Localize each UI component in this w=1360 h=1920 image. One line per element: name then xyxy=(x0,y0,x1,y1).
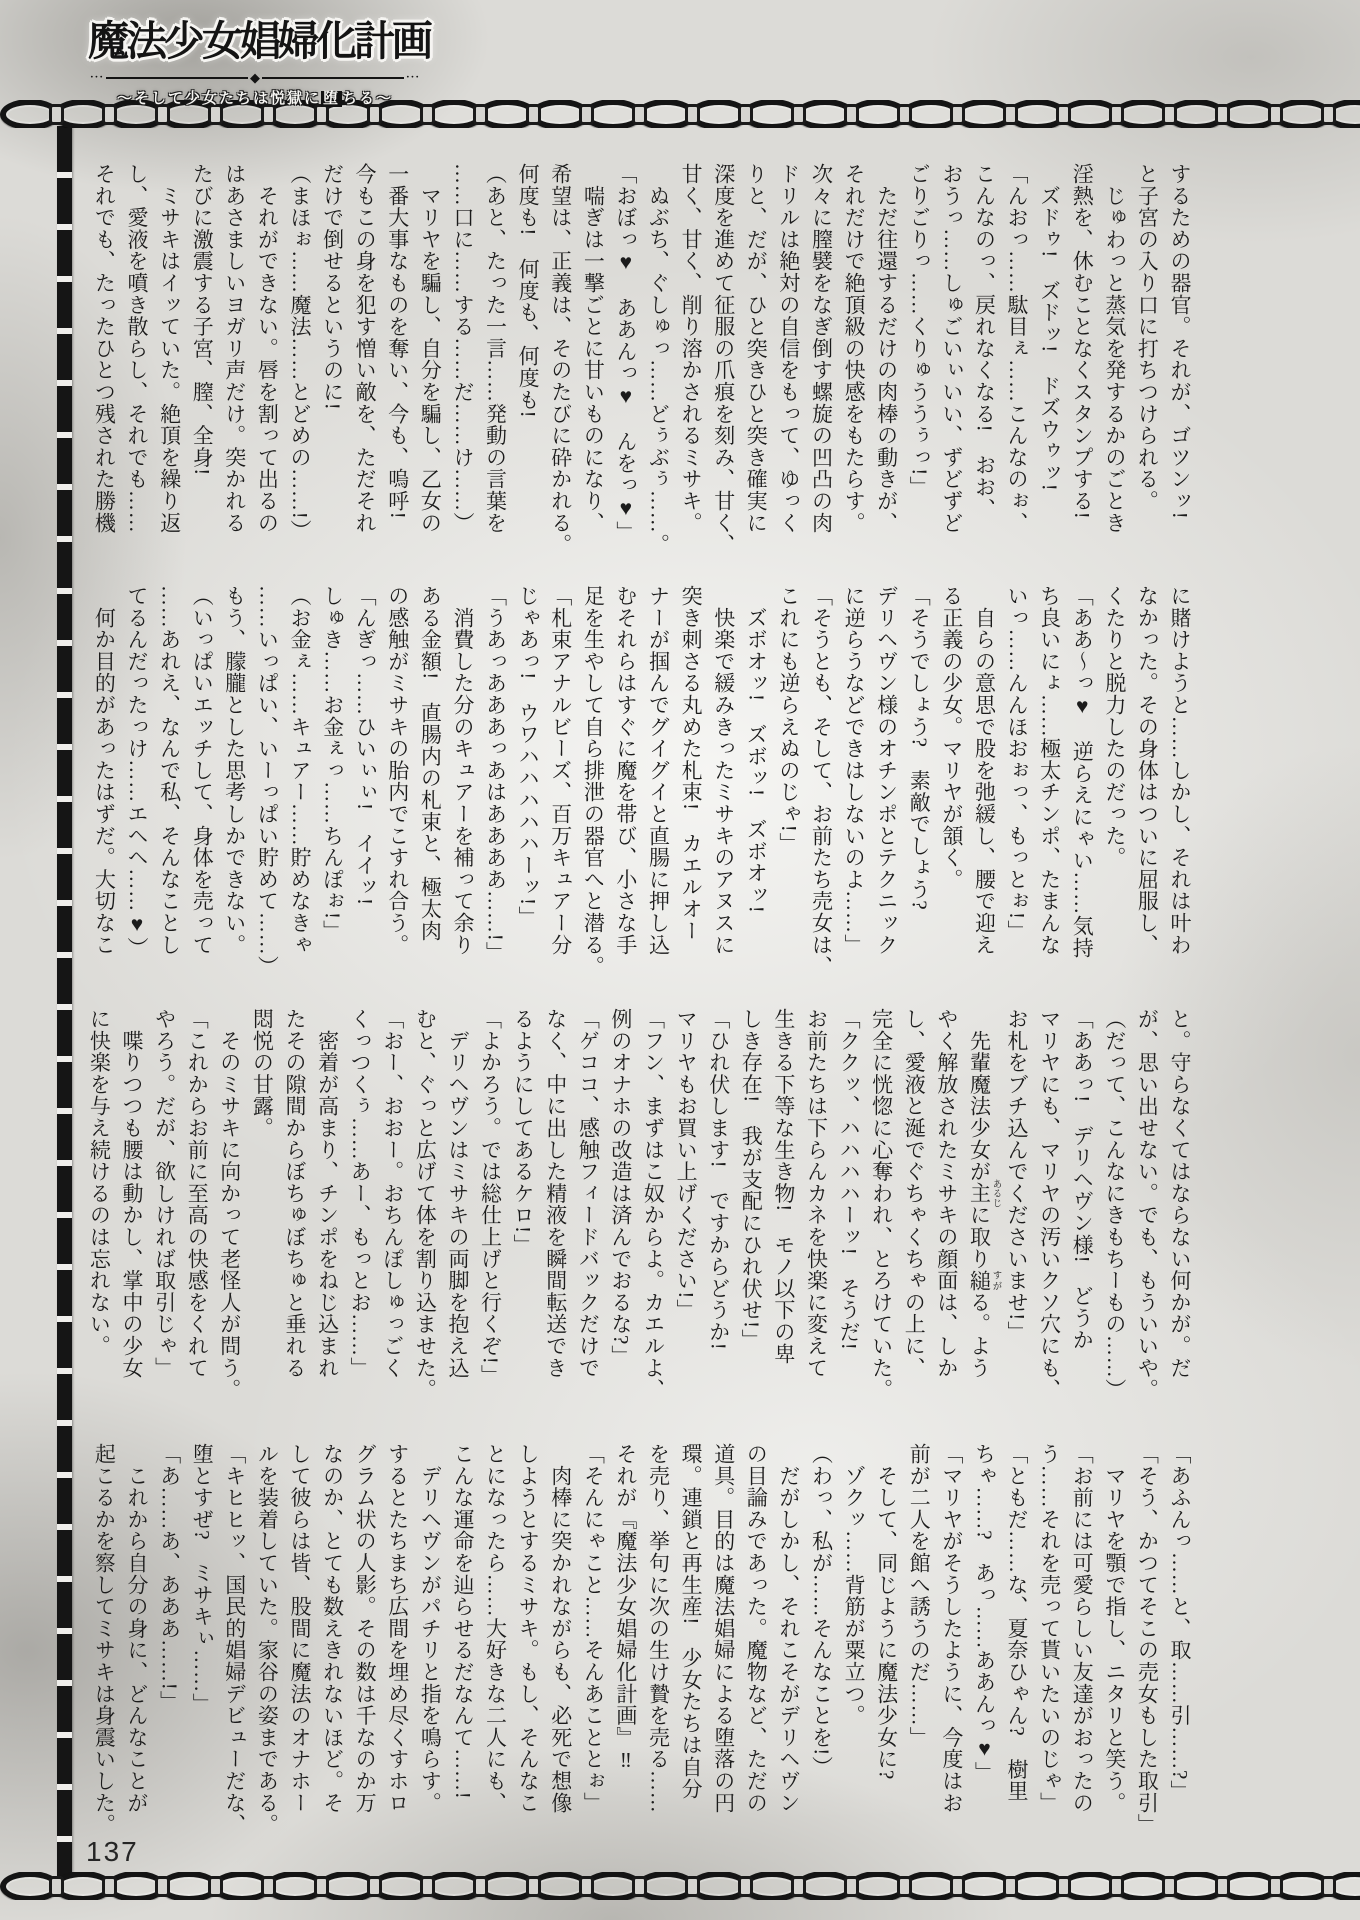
text-column: マリヤを顎で指し、ニタリと笑う。 xyxy=(1102,1443,1127,1814)
text-column: 「札束アナルビーズ、百万キュアー分 xyxy=(548,585,573,956)
title-ornament xyxy=(88,71,422,84)
text-column: 今もこの身を犯す憎い敵を、ただそれ xyxy=(353,163,378,534)
chain-connector-icon xyxy=(473,104,488,125)
chain-connector-icon xyxy=(1321,1876,1336,1897)
text-column: 深度を進めて征服の爪痕を刻み、甘く、 xyxy=(711,163,736,556)
text-column: 一番大事なものを奪い、今も、嗚呼! xyxy=(385,163,410,520)
chain-connector-icon xyxy=(791,1876,806,1897)
page-subtitle xyxy=(88,87,422,108)
text-column: 「ああっ! デリヘヴン様! どうか xyxy=(1070,1008,1095,1351)
text-column: 例のオナホの改造は済んでおるな?」 xyxy=(608,1008,633,1367)
text-column: 「フン、まずはこ奴からよ。カエルよ、 xyxy=(641,1008,666,1401)
subtitle-suffix: ちる～ xyxy=(342,91,394,107)
text-column: の感触がミサキの胎内でこすれ合う。 xyxy=(385,585,410,956)
text-column: 「マリヤがそうしたように、今度はお xyxy=(939,1443,964,1814)
ornament-dots-left: ··· xyxy=(90,71,105,83)
text-column: するとたちまち広間を埋め尽くすホロ xyxy=(385,1443,410,1814)
text-column: 何か目的があったはずだ。大切なこ xyxy=(92,585,117,956)
text-band-2 xyxy=(88,585,1196,977)
text-column: しき存在! 我が支配にひれ伏せ!」 xyxy=(739,1008,764,1351)
text-column: だがしかし、それこそがデリヘヴン xyxy=(776,1443,801,1814)
chain-connector-icon xyxy=(526,1876,541,1897)
text-band-4 xyxy=(88,1443,1196,1835)
text-column: ドリルは絶対の自信をもって、ゆっく xyxy=(776,163,801,534)
text-column: 「そうでしょう? 素敵でしょう? xyxy=(907,585,932,911)
text-column: して彼らは皆、股間に魔法のオナホー xyxy=(287,1443,312,1814)
chain-connector-icon xyxy=(685,104,700,125)
subtitle-inverted-char: 堕 xyxy=(322,91,340,107)
text-column: はあさましいヨガリ声だけ。突かれる xyxy=(222,163,247,534)
chain-connector-icon xyxy=(1215,1876,1230,1897)
chain-connector-icon xyxy=(420,1876,435,1897)
text-column: なかった。その身体はついに屈服し、 xyxy=(1135,585,1160,956)
text-column: 「おぼっ♥ ああんっ♥ んをっ♥」 xyxy=(613,163,638,543)
text-column: 消費した分のキュアーを補って余り xyxy=(450,585,475,956)
text-column: なく、中に出した精液を瞬間転送でき xyxy=(543,1008,568,1379)
chain-connector-icon xyxy=(1321,104,1336,125)
text-column: （いっぱいエッチして、身体を売って xyxy=(190,585,215,956)
text-column: ち良いにょ……極太チンポ、たまんな xyxy=(1037,585,1062,956)
text-column: （お金ぇ……キュアー……貯めなきゃ xyxy=(287,585,312,956)
chain-connector-icon xyxy=(738,104,753,125)
text-column: 「ああ～っ♥ 逆らえにゃい……気持 xyxy=(1070,585,1095,959)
text-column: くたりと脱力したのだった。 xyxy=(1102,585,1127,869)
text-column: 何度も! 何度も、何度も! xyxy=(516,163,541,419)
chain-connector-icon xyxy=(102,1876,117,1897)
chain-connector-icon xyxy=(473,1876,488,1897)
text-column: 快楽で緩みきったミサキのアヌスに xyxy=(711,585,736,956)
text-column: じゃあっ! ウワハハハハハーッ!」 xyxy=(516,585,541,928)
chain-connector-icon xyxy=(738,1876,753,1897)
diamond-icon: ◆ xyxy=(250,70,260,85)
text-column: マリヤもお買い上げください!」 xyxy=(674,1008,699,1321)
chain-connector-icon xyxy=(1268,1876,1283,1897)
text-column: 突き刺さる丸めた札束! カエルオー xyxy=(679,585,704,942)
chain-connector-icon xyxy=(1109,1876,1124,1897)
text-column: グラム状の人影。その数は千なのか万 xyxy=(353,1443,378,1814)
text-column: そして、同じように魔法少女に? xyxy=(874,1443,899,1781)
chain-connector-icon xyxy=(420,104,435,125)
text-column: たその隙間からぼちゅぼちゅと垂れる xyxy=(282,1008,307,1379)
text-column: 起こるかを察してミサキは身震いした。 xyxy=(92,1443,117,1836)
text-column: ……口に……する……だ……け……） xyxy=(450,163,475,534)
text-column: 「んおっ……駄目ぇ……こんなのぉ、 xyxy=(1005,163,1030,534)
text-column: じゅわっと蒸気を発するかのごとき xyxy=(1102,163,1127,534)
text-column: だけで倒せるというのに! xyxy=(320,163,345,411)
text-column: 希望は、正義は、そのたびに砕かれる。 xyxy=(548,163,573,556)
text-column: それでも、たったひとつ残された勝機 xyxy=(92,163,117,534)
text-column: ズボオッ! ズボッ! ズボオッ! xyxy=(744,585,769,914)
text-column: 「あ……あ、あああ……!」 xyxy=(157,1443,182,1713)
text-column: いっ……んんほおぉっ、もっとぉ!」 xyxy=(1005,585,1030,942)
text-column: し、愛液を噴き散らし、それでも…… xyxy=(125,163,149,534)
text-column: ズドゥ! ズドッ! ドズウゥッ! xyxy=(1037,163,1062,492)
text-column: 道具。目的は魔法娼婦による堕落の円 xyxy=(711,1443,736,1814)
chain-connector-icon xyxy=(1056,104,1071,125)
text-column: 「キヒヒッ、国民的娼婦デビューだな、 xyxy=(222,1443,247,1836)
chain-connector-icon xyxy=(897,1876,912,1897)
text-column: むそれらはすぐに魔を帯び、小さな手 xyxy=(613,585,638,956)
page-header xyxy=(88,8,430,108)
text-column: るようにしてあるケロ!」 xyxy=(511,1008,536,1256)
chain-connector-icon xyxy=(632,104,647,125)
text-column: 「ともだ……な、夏奈ひゃん? 樹里 xyxy=(1005,1443,1030,1802)
text-column: 次々に膣襞をなぎ倒す螺旋の凹凸の肉 xyxy=(809,163,834,534)
chain-connector-icon xyxy=(897,104,912,125)
chain-connector-icon xyxy=(579,1876,594,1897)
text-column: そのミサキに向かって老怪人が問う。 xyxy=(217,1008,242,1401)
text-column: それができない。唇を割って出るの xyxy=(255,163,280,534)
chain-connector-icon xyxy=(1268,104,1283,125)
text-column: 「これからお前に至高の快感をくれて xyxy=(185,1008,210,1379)
text-column: 「そう、かつてそこの売女もした取引」 xyxy=(1135,1443,1160,1836)
text-column: しようとするミサキ。もし、そんなこ xyxy=(516,1443,541,1814)
text-column: こんな運命を辿らせるだなんて……! xyxy=(450,1443,475,1800)
chain-connector-icon xyxy=(950,104,965,125)
text-column: （だって、こんなにきもちーもの……） xyxy=(1102,1008,1127,1401)
text-column: りと、だが、ひと突きひと突き確実に xyxy=(744,163,769,534)
subtitle-prefix: ～そして少女たちは悦獄に xyxy=(116,91,321,107)
text-column: （あと、たった一言……発動の言葉を xyxy=(483,163,508,534)
text-column: マリヤを騙し、自分を騙し、乙女の xyxy=(418,163,443,534)
chain-connector-icon xyxy=(844,104,859,125)
text-column: 肉棒に突かれながらも、必死で想像 xyxy=(548,1443,573,1814)
chain-connector-icon xyxy=(367,1876,382,1897)
text-column: くっつくぅ……あー、もっとお……」 xyxy=(348,1008,373,1379)
text-column: ぬぶち、ぐしゅっ……どぅぶぅ……。 xyxy=(646,163,671,556)
text-column: ナーが掴んでグイグイと直腸に押し込 xyxy=(646,585,671,956)
text-column: ある金額! 直腸内の札束と、極太肉 xyxy=(418,585,443,942)
chain-connector-icon xyxy=(685,1876,700,1897)
text-column: ちゃ……? あっ……ああんっ♥」 xyxy=(972,1443,997,1784)
page-title: 魔法少女娼婦化計画 xyxy=(88,18,430,64)
chain-connector-icon xyxy=(1003,1876,1018,1897)
text-column: が、思い出せない。でも、もういいや。 xyxy=(1135,1008,1160,1401)
chain-connector-icon xyxy=(155,1876,170,1897)
text-column: 悶悦の甘露。 xyxy=(250,1008,275,1139)
text-column: 甘く、甘く、削り溶かされるミサキ。 xyxy=(679,163,704,534)
text-column: こんなのっ、戻れなくなる! おお、 xyxy=(972,163,997,520)
text-column: を売り、挙句に次の生け贄を売る…… xyxy=(646,1443,671,1814)
text-column: 堕とすぜ? ミサキぃ……」 xyxy=(190,1443,215,1715)
text-column: 「んぎっ……ひいぃぃ! イイッ! xyxy=(353,585,378,906)
text-column: とになったら……大好きな二人にも、 xyxy=(483,1443,508,1814)
chain-connector-icon xyxy=(1162,1876,1177,1897)
page-number: 137 xyxy=(86,1836,139,1867)
text-column: 生きる下等な生き物! モノ以下の卑 xyxy=(771,1008,796,1365)
chain-connector-icon xyxy=(1215,104,1230,125)
text-column: これにも逆らえぬのじゃ!」 xyxy=(776,585,801,855)
text-column: の目論みであった。魔物など、ただの xyxy=(744,1443,769,1814)
chain-connector-icon xyxy=(1056,1876,1071,1897)
chain-connector-icon xyxy=(791,104,806,125)
chain-connector-icon xyxy=(526,104,541,125)
chain-connector-icon xyxy=(208,1876,223,1897)
chain-connector-icon xyxy=(579,104,594,125)
text-column: 環。連鎖と再生産! 少女たちは自分 xyxy=(679,1443,704,1800)
chain-connector-icon xyxy=(1109,104,1124,125)
text-column: むと、ぐっと広げて体を割り込ませた。 xyxy=(413,1008,438,1401)
text-column: に快楽を与え続けるのは忘れない。 xyxy=(87,1008,112,1357)
text-column: デリヘヴン様のオチンポとテクニック xyxy=(874,585,899,956)
text-column: （わっ、私が……そんなことを!） xyxy=(809,1443,834,1778)
chain-connector-icon xyxy=(49,1876,64,1897)
text-column: 足を生やして自ら排泄の器官へと潜る。 xyxy=(581,585,606,978)
text-column: 「ゲココ、感触フィードバックだけで xyxy=(576,1008,601,1379)
text-column: しゅき……お金ぇっ……ちんぽぉ!」 xyxy=(320,585,345,942)
text-column: 先輩魔法少女が主 あるじに取り縋 すがる。よう xyxy=(967,1008,1001,1379)
ornament-rule-left xyxy=(106,77,248,79)
text-column: 「おー、おおー。おちんぽしゅっごく xyxy=(380,1008,405,1379)
chain-connector-icon xyxy=(950,1876,965,1897)
chain-connector-icon xyxy=(1003,104,1018,125)
text-column: 「ひれ伏します! ですからどうか! xyxy=(706,1008,731,1351)
text-column: と子宮の入り口に打ちつけられる。 xyxy=(1135,163,1160,512)
text-column: に逆らうなどできはしないのよ……」 xyxy=(842,585,867,956)
text-column: ただ往還するだけの肉棒の動きが、 xyxy=(874,163,899,534)
text-column: 自らの意思で股を弛緩し、腰で迎え xyxy=(972,585,997,956)
text-column: もう、朦朧とした思考しかできない。 xyxy=(222,585,247,956)
text-column: するための器官。それが、ゴツンッ! xyxy=(1168,163,1192,520)
text-column: なのか、とても数えきれないほど。そ xyxy=(320,1443,345,1814)
text-band-3 xyxy=(83,1008,1196,1400)
text-column: し、愛液と涎でぐちゃくちゃの上に、 xyxy=(902,1008,927,1379)
text-column: 前が二人を館へ誘うのだ……」 xyxy=(907,1443,932,1749)
text-column: る正義の少女。マリヤが頷く。 xyxy=(939,585,964,891)
text-column: お札をブチ込んでくださいませ!」 xyxy=(1005,1008,1030,1343)
text-column: 淫熱を、休むことなくスタンプする! xyxy=(1070,163,1095,520)
text-column: 喋りつつも腰は動かし、掌中の少女 xyxy=(120,1008,144,1379)
chain-connector-icon xyxy=(844,1876,859,1897)
text-column: 完全に恍惚に心奪われ、とろけていた。 xyxy=(869,1008,894,1401)
text-column: 「うあっあああっあはああああ……!」 xyxy=(483,585,508,964)
ornament-dots-right: ··· xyxy=(405,71,420,83)
chain-connector-icon xyxy=(314,1876,329,1897)
text-column: デリヘヴンがパチリと指を鳴らす。 xyxy=(418,1443,443,1814)
text-column: ゾクッ……背筋が粟立つ。 xyxy=(842,1443,867,1727)
text-column: やく解放されたミサキの顔面は、しか xyxy=(934,1008,959,1379)
text-column: 「お前には可愛らしい友達がおったの xyxy=(1070,1443,1095,1814)
text-column: ごりごりっ……くりゅううぅっ!」 xyxy=(907,163,932,498)
text-column: それが『魔法少女娼婦化計画』‼ xyxy=(613,1443,638,1774)
chain-connector-icon xyxy=(1162,104,1177,125)
text-column: デリヘヴンはミサキの両脚を抱え込 xyxy=(445,1008,470,1379)
text-band-1 xyxy=(88,163,1196,555)
text-column: お前たちは下らんカネを快楽に変えて xyxy=(804,1008,829,1379)
text-column: 「そうとも、そして、お前たち売女は、 xyxy=(809,585,834,978)
chain-connector-icon xyxy=(49,104,64,125)
text-column: 喘ぎは一撃ごとに甘いものになり、 xyxy=(581,163,606,534)
text-column: それだけで絶頂級の快感をもたらす。 xyxy=(842,163,867,534)
text-column: う……それを売って貰いたいのじゃ」 xyxy=(1037,1443,1062,1814)
text-column: ミサキはイッていた。絶頂を繰り返 xyxy=(157,163,182,534)
text-column: てるんだったっけ……エヘヘ……♥） xyxy=(125,585,149,959)
text-column: たびに激震する子宮、膣、全身! xyxy=(190,163,215,476)
text-column: と。守らなくてはならない何かが。だ xyxy=(1168,1008,1192,1379)
text-column: 「あふんっ……と、取……引……?」 xyxy=(1168,1443,1192,1802)
text-column: ……いっぱい、いーっぱい貯めて……） xyxy=(255,585,280,978)
text-column: に賭けようと……しかし、それは叶わ xyxy=(1168,585,1192,956)
text-column: マリヤにも、マリヤの汚いクソ穴にも、 xyxy=(1037,1008,1062,1401)
text-column: 「ククッ、ハハハハーッ! そうだ! xyxy=(837,1008,862,1351)
text-column: これから自分の身に、どんなことが xyxy=(125,1443,149,1814)
chain-connector-icon xyxy=(632,1876,647,1897)
text-column: ルを装着していた。家谷の姿まである。 xyxy=(255,1443,280,1836)
text-column: ……あれえ、なんで私、そんなことし xyxy=(157,585,182,956)
text-column: 密着が高まり、チンポをねじ込まれ xyxy=(315,1008,340,1379)
chain-border-bottom xyxy=(0,1872,1360,1900)
text-column: 「よかろう。では総仕上げと行くぞ!」 xyxy=(478,1008,503,1387)
text-column: やろう。だが、欲しければ取引じゃ」 xyxy=(152,1008,177,1379)
text-column: おうっ……しゅごいぃいい、ずどずど xyxy=(939,163,964,534)
ornament-rule-right xyxy=(262,77,404,79)
chain-connector-icon xyxy=(261,1876,276,1897)
text-column: （まほぉ……魔法……とどめの……!） xyxy=(287,163,312,542)
text-column: 「そんにゃこと……そんあこととぉ」 xyxy=(581,1443,606,1814)
